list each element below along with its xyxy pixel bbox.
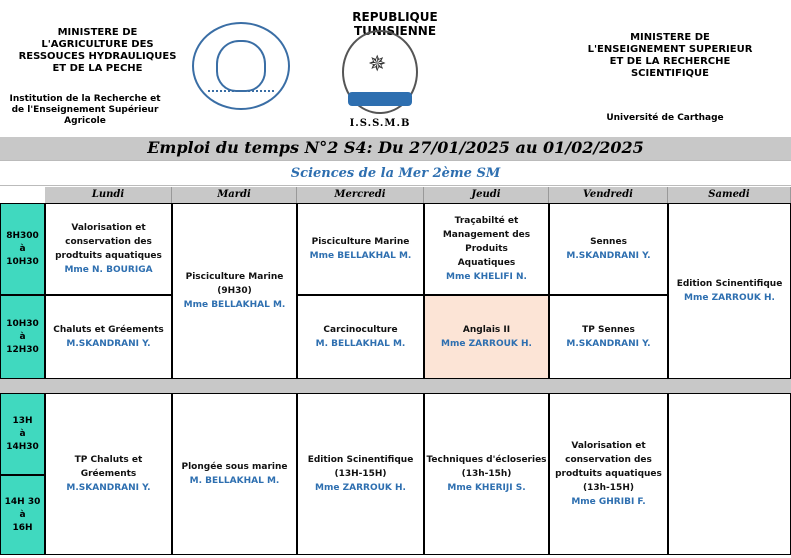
cell-vendredi-afternoon: Valorisation et conservation des prodtuits aquatiques (13h-15H) Mme GHRIBI F. <box>549 393 668 555</box>
time-slot-1: 8H300 à 10H30 <box>0 203 45 295</box>
cell-jeudi-slot1: Traçabilté et Management des Produits Aquatiques Mme KHELIFI N. <box>424 203 549 295</box>
cell-samedi-afternoon <box>668 393 791 555</box>
cell-lundi-slot1: Valorisation et conservation des prodtuits aquatiques Mme N. BOURIGA <box>45 203 172 295</box>
day-header-vendredi: Vendredi <box>549 187 668 203</box>
cell-lundi-slot2: Chaluts et Gréements M.SKANDRANI Y. <box>45 295 172 379</box>
day-header-lundi: Lundi <box>45 187 172 203</box>
compass-rose-icon: ✵ <box>368 52 387 77</box>
ministry-left: MINISTERE DE L'AGRICULTURE DES RESSOUCES HYDRAULIQUES ET DE LA PECHE <box>18 27 177 74</box>
cell-mercredi-afternoon: Edition Scinentifique (13H-15H) Mme ZARROUK H. <box>297 393 424 555</box>
seal-shield-shape <box>216 40 266 92</box>
cell-samedi-morning: Edition Scinentifique Mme ZARROUK H. <box>668 203 791 379</box>
time-slot-2: 10H30 à 12H30 <box>0 295 45 379</box>
logo-text: I.S.S.M.B <box>349 118 411 129</box>
cell-mardi-afternoon: Plongée sous marine M. BELLAKHAL M. <box>172 393 297 555</box>
institution-seal-logo <box>192 22 290 110</box>
schedule-title: Emploi du temps N°2 S4: Du 27/01/2025 au 01/02/2025 <box>147 138 644 157</box>
day-header-mercredi: Mercredi <box>297 187 424 203</box>
cell-jeudi-afternoon: Techniques d'écloseries (13h-15h) Mme KHERIJI S. <box>424 393 549 555</box>
divider <box>0 185 791 186</box>
divider <box>0 160 791 161</box>
cell-mercredi-slot2: Carcinoculture M. BELLAKHAL M. <box>297 295 424 379</box>
issmb-logo <box>338 30 422 138</box>
time-slot-3: 13H à 14H30 <box>0 393 45 475</box>
university-name: Université de Carthage <box>606 113 724 123</box>
cell-mercredi-slot1: Pisciculture Marine Mme BELLAKHAL M. <box>297 203 424 295</box>
schedule-subtitle: Sciences de la Mer 2ème SM <box>290 166 501 181</box>
time-slot-4: 14H 30 à 16H <box>0 475 45 555</box>
seal-banner <box>208 90 274 100</box>
lunch-separator <box>0 378 791 394</box>
institution-name: Institution de la Recherche et de l'Enseignement Supérieur Agricole <box>9 94 161 126</box>
ministry-right: MINISTERE DE L'ENSEIGNEMENT SUPERIEUR ET DE LA RECHERCHE SCIENTIFIQUE <box>587 32 753 79</box>
day-header-samedi: Samedi <box>668 187 791 203</box>
day-header-mardi: Mardi <box>172 187 297 203</box>
cell-lundi-afternoon: TP Chaluts et Gréements M.SKANDRANI Y. <box>45 393 172 555</box>
logo-wave <box>348 92 412 106</box>
cell-jeudi-slot2: Anglais II Mme ZARROUK H. <box>424 295 549 379</box>
cell-mardi-morning: Pisciculture Marine (9H30) Mme BELLAKHAL M. <box>172 203 297 379</box>
republic-title: REPUBLIQUE TUNISIENNE <box>352 10 438 38</box>
cell-vendredi-slot2: TP Sennes M.SKANDRANI Y. <box>549 295 668 379</box>
cell-vendredi-slot1: Sennes M.SKANDRANI Y. <box>549 203 668 295</box>
day-header-jeudi: Jeudi <box>424 187 549 203</box>
